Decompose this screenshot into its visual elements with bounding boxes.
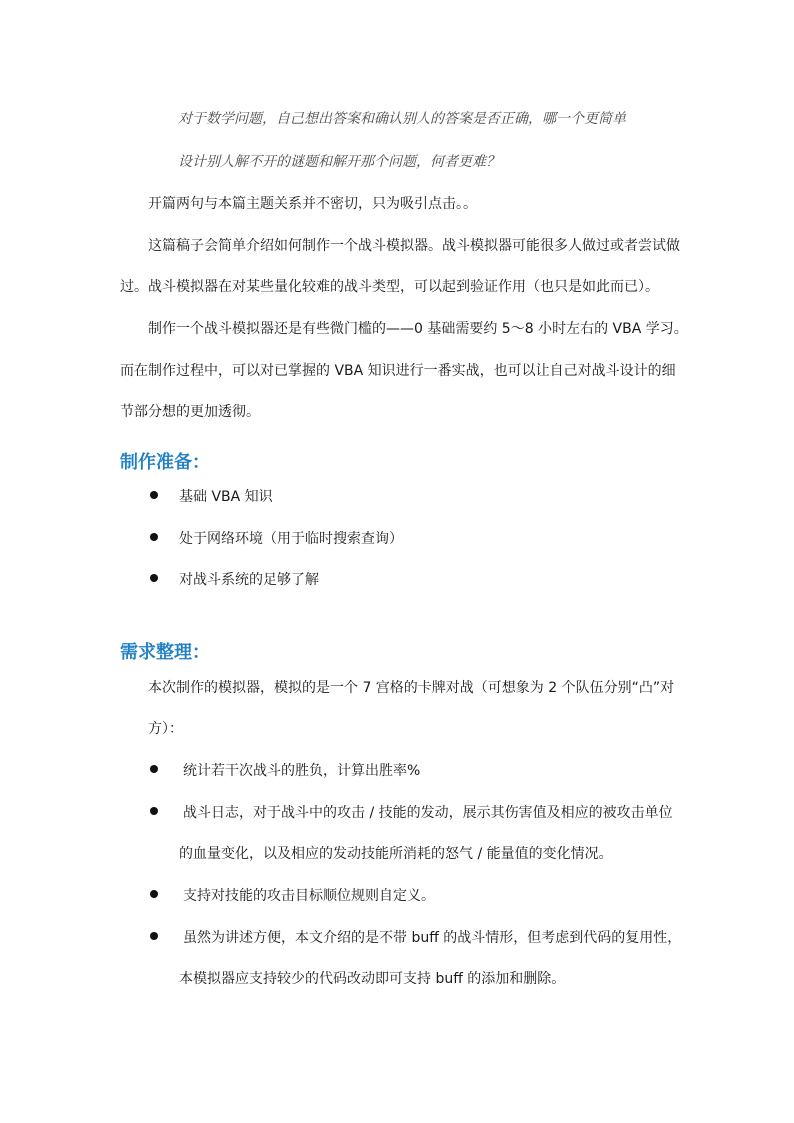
intro-paragraph-2-line-1: 这篇稿子会简单介绍如何制作一个战斗模拟器。战斗模拟器可能很多人做过或者尝试做 bbox=[148, 238, 680, 254]
section-heading-preparation: 制作准备： bbox=[120, 452, 210, 473]
preparation-item: 对战斗系统的足够了解 bbox=[179, 572, 319, 588]
intro-paragraph-1: 开篇两句与本篇主题关系并不密切，只为吸引点击。。 bbox=[148, 196, 477, 212]
requirements-desc-line-2: 方）： bbox=[148, 721, 183, 737]
bullet-dot-icon bbox=[150, 533, 158, 541]
intro-paragraph-3-line-1: 制作一个战斗模拟器还是有些微门槛的——0 基础需要约 5～8 小时左右的 VBA 学习。 bbox=[148, 321, 688, 337]
requirement-item: 统计若干次战斗的胜负，计算出胜率% bbox=[183, 763, 421, 779]
preparation-item: 基础 VBA 知识 bbox=[179, 489, 273, 505]
requirement-item: 支持对技能的攻击目标顺位规则自定义。 bbox=[183, 888, 435, 904]
requirements-desc-line-1: 本次制作的模拟器，模拟的是一个 7 宫格的卡牌对战（可想象为 2 个队伍分别“凸”对 bbox=[148, 680, 675, 696]
intro-paragraph-3-line-2: 而在制作过程中，可以对已掌握的 VBA 知识进行一番实战，也可以让自己对战斗设计的细 bbox=[120, 363, 676, 379]
requirement-item-continuation: 的血量变化，以及相应的发动技能所消耗的怒气 / 能量值的变化情况。 bbox=[179, 846, 613, 862]
section-heading-requirements: 需求整理： bbox=[120, 642, 210, 663]
requirement-item: 虽然为讲述方便，本文介绍的是不带 buff 的战斗情形，但考虑到代码的复用性， bbox=[183, 930, 682, 946]
bullet-dot-icon bbox=[150, 574, 158, 582]
bullet-dot-icon bbox=[150, 890, 158, 898]
quote-line-2: 设计别人解不开的谜题和解开那个问题，何者更难？ bbox=[178, 154, 500, 170]
requirement-item: 战斗日志，对于战斗中的攻击 / 技能的发动，展示其伤害值及相应的被攻击单位 bbox=[183, 805, 673, 821]
bullet-dot-icon bbox=[150, 491, 158, 499]
preparation-item: 处于网络环境（用于临时搜索查询） bbox=[179, 531, 403, 547]
bullet-dot-icon bbox=[150, 932, 158, 940]
quote-line-1: 对于数学问题，自己想出答案和确认别人的答案是否正确，哪一个更简单 bbox=[178, 111, 626, 127]
bullet-dot-icon bbox=[150, 765, 158, 773]
intro-paragraph-3-line-3: 节部分想的更加透彻。 bbox=[120, 404, 260, 420]
requirement-item-continuation: 本模拟器应支持较少的代码改动即可支持 buff 的添加和删除。 bbox=[179, 971, 566, 987]
intro-paragraph-2-line-2: 过。战斗模拟器在对某些量化较难的战斗类型，可以起到验证作用（也只是如此而已）。 bbox=[120, 279, 659, 295]
bullet-dot-icon bbox=[150, 807, 158, 815]
